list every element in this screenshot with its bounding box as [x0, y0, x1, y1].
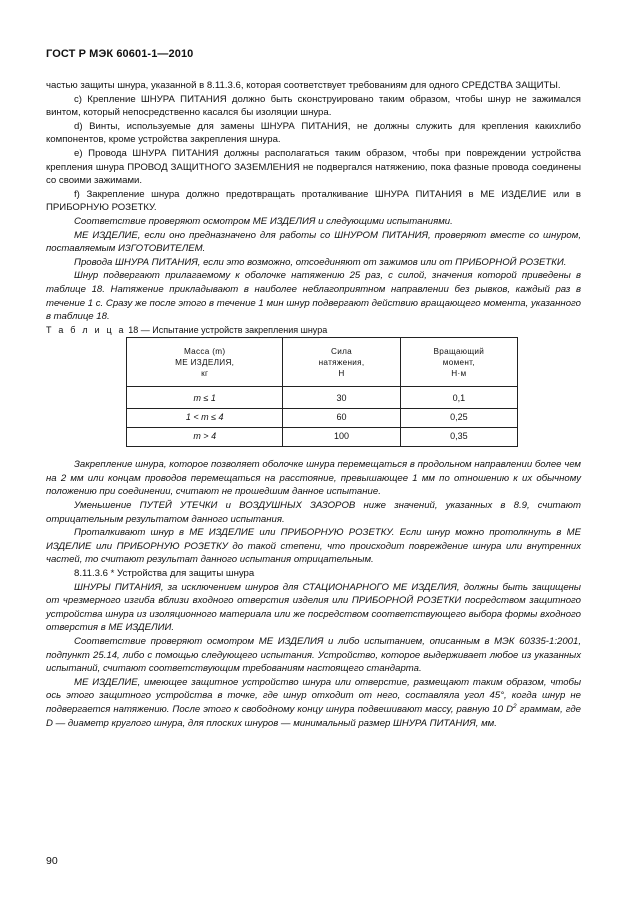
document-body — [46, 79, 581, 730]
paragraph: Проталкивают шнур в МЕ ИЗДЕЛИЕ или ПРИБОРНУЮ РОЗЕТКУ. Если шнур можно протолкнуть в МЕ ИЗДЕЛИЕ или ПРИБОРНУЮ РОЗЕТКУ до такой степени, что происходит повреждение шнура или внутренних частей, то считают результат данного испытания отрицательным. — [46, 527, 581, 566]
paragraph: Соответствие проверяют осмотром МЕ ИЗДЕЛИЯ и либо испытанием, описанным в МЭК 60335-1:2001, подпункт 25.14, либо с помощью следующего испытания. Устройство, которое выдерживает любое из указанных испытаний, считают соответствующим требованиям настоящего стандарта. — [46, 636, 581, 675]
paragraph: Закрепление шнура, которое позволяет оболочке шнура перемещаться в продольном направлении более чем на 2 мм или концам проводов перемещаться на расстояние, превышающее 1 мм по отношению к их обычному положению при соединении, считают не прошедшим данное испытание. — [46, 459, 581, 498]
paragraph: e) Провода ШНУРА ПИТАНИЯ должны располагаться таким образом, чтобы при повреждении устройства крепления шнура ПРОВОД ЗАЩИТНОГО ЗАЗЕМЛЕНИЯ не подвергался натяжению, пока фазные провода соединены со своими зажимами. — [46, 147, 581, 187]
header-mass-l3: кг — [201, 368, 209, 378]
paragraph: c) Крепление ШНУРА ПИТАНИЯ должно быть сконструировано таким образом, чтобы шнур не зажимался винтом, который непосредственно касался бы изоляции шнура. — [46, 93, 581, 119]
superscript: 2 — [513, 702, 517, 710]
document-header: ГОСТ Р МЭК 60601-1—2010 — [46, 48, 194, 60]
cell-torque: 0,35 — [400, 428, 517, 447]
header-pull-l1: Сила — [331, 346, 353, 356]
paragraph: ШНУРЫ ПИТАНИЯ, за исключением шнуров для СТАЦИОНАРНОГО МЕ ИЗДЕЛИЯ, должны быть защищены от чрезмерного изгиба вблизи входного отверстия изделия или ПРИБОРНОЙ РОЗЕТКИ посредством защитного устройства шнура из изоляционного материала или же посредством соответствующего выбора формы входного отверстия в МЕ ИЗДЕЛИИ. — [46, 581, 581, 634]
paragraph: Шнур подвергают прилагаемому к оболочке натяжению 25 раз, с силой, значения которой приведены в таблице 18. Натяжение прикладывают в наиболее неблагоприятном направлении без рывков, каждый раз в течение 1 с. Сразу же после этого в течение 1 мин шнур подвергают действию вращающего момента, указанного в таблице 18. — [46, 270, 581, 323]
header-mass-l2: МЕ ИЗДЕЛИЯ, — [175, 357, 235, 367]
page-number: 90 — [46, 855, 58, 867]
table-row — [127, 428, 518, 447]
header-torque — [400, 338, 517, 387]
cell-pull: 100 — [283, 428, 400, 447]
header-torque-l2: момент, — [442, 357, 475, 367]
cell-torque: 0,1 — [400, 387, 517, 409]
cell-mass: m > 4 — [127, 428, 283, 447]
table-row — [127, 387, 518, 409]
cord-anchorage-table — [126, 337, 518, 447]
paragraph: МЕ ИЗДЕЛИЕ, если оно предназначено для работы со ШНУРОМ ПИТАНИЯ, проверяют вместе со шнуром, поставляемым ИЗГОТОВИТЕЛЕМ. — [46, 229, 581, 255]
header-torque-l1: Вращающий — [433, 346, 485, 356]
table-header-row — [127, 338, 518, 387]
header-mass-l1: Масса (m) — [183, 346, 226, 356]
cell-pull: 60 — [283, 409, 400, 428]
last-paragraph — [46, 676, 581, 730]
paragraph: Соответствие проверяют осмотром МЕ ИЗДЕЛИЯ и следующими испытаниями. — [74, 215, 453, 227]
paragraph: f) Закрепление шнура должно предотвращать проталкивание ШНУРА ПИТАНИЯ в МЕ ИЗДЕЛИЕ или в ПРИБОРНУЮ РОЗЕТКУ. — [46, 188, 581, 214]
header-pull-l2: натяжения, — [318, 357, 365, 367]
cell-torque: 0,25 — [400, 409, 517, 428]
header-pull-l3: Н — [338, 368, 345, 378]
paragraph: Уменьшение ПУТЕЙ УТЕЧКИ и ВОЗДУШНЫХ ЗАЗОРОВ ниже значений, указанных в 8.9, считают отрицательным результатом данного испытания. — [46, 500, 581, 525]
paragraph: d) Винты, используемые для замены ШНУРА ПИТАНИЯ, не должны служить для крепления какихлибо компонентов, кроме устройства закрепления шнура. — [46, 120, 581, 146]
paragraph: 8.11.3.6 * Устройства для защиты шнура — [74, 568, 255, 580]
paragraph: Провода ШНУРА ПИТАНИЯ, если это возможно, отсоединяют от зажимов или от ПРИБОРНОЙ РОЗЕТКИ. — [74, 256, 567, 268]
last-paragraph-part1: МЕ ИЗДЕЛИЕ, имеющее защитное устройство шнура или отверстие, размещают таким образом, чтобы ось этого защитного устройства в точке, где шнур отходит от него, составляла угол 45°, когда шнур не подвергается натяжению. После этого к свободному концу шнура подвешивают массу, равную 10 D — [46, 676, 581, 715]
cell-mass: m ≤ 1 — [127, 387, 283, 409]
last-paragraph-part2: граммам, где D — диаметр круглого шнура, для плоских шнуров — минимальный размер ШНУРА ПИТАНИЯ, мм. — [46, 703, 581, 729]
paragraph: частью защиты шнура, указанной в 8.11.3.6, которая соответствует требованиям для одного СРЕДСТВА ЗАЩИТЫ. — [46, 80, 561, 91]
paragraphs-bottom — [46, 458, 581, 676]
table-caption — [46, 324, 581, 338]
header-torque-l3: Н·м — [451, 368, 467, 378]
paragraphs-top — [46, 79, 581, 324]
header-pull — [283, 338, 400, 387]
header-mass — [127, 338, 283, 387]
table-caption-text: 18 — Испытание устройств закрепления шнура — [128, 324, 328, 335]
cell-mass: 1 < m ≤ 4 — [127, 409, 283, 428]
table-caption-label: Т а б л и ц а — [46, 324, 126, 335]
table-row — [127, 409, 518, 428]
cell-pull: 30 — [283, 387, 400, 409]
